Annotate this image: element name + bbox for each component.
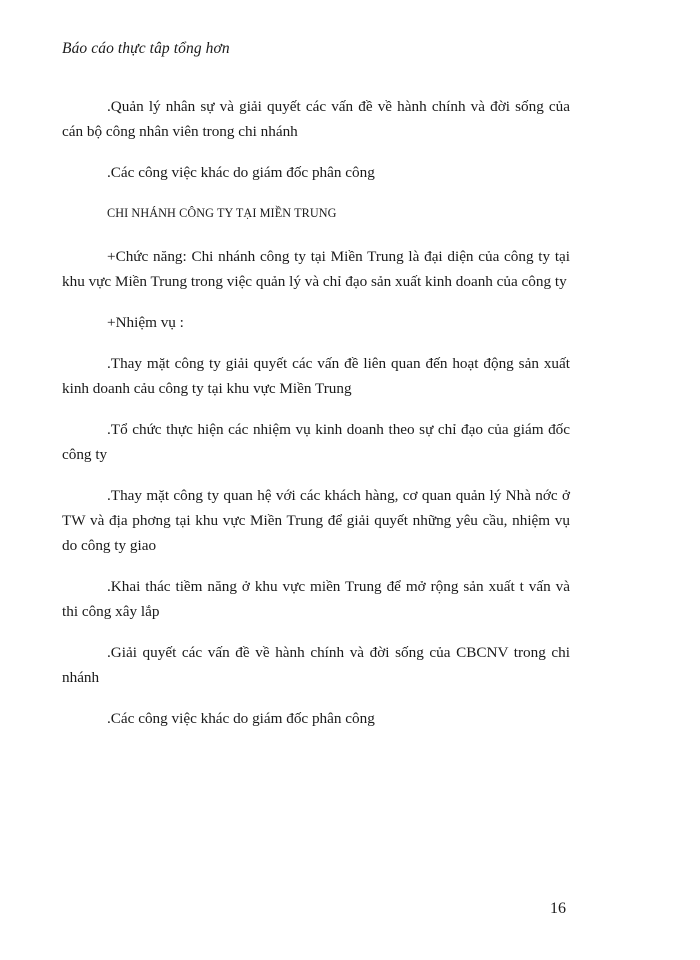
paragraph-function: +Chức năng: Chi nhánh công ty tại Miền Trung là đại diện của công ty tại khu vực Miền Trung trong việc quản lý và chỉ đạo sản xuất kinh doanh của công ty bbox=[62, 248, 570, 290]
paragraph-task-exploit: .Khai thác tiềm năng ở khu vực miền Trung để mở rộng sản xuất t vấn và thi công xây lắp bbox=[62, 578, 570, 620]
paragraph-tasks-label: +Nhiệm vụ : bbox=[107, 314, 184, 331]
paragraph-task-relations: .Thay mặt công ty quan hệ với các khách hàng, cơ quan quản lý Nhà nớc ở TW và địa phơng tại khu vực Miền Trung để giải quyết những yêu cầu, nhiệm vụ do công ty giao bbox=[62, 487, 570, 554]
paragraph-task-other: .Các công việc khác do giám đốc phân công bbox=[107, 710, 375, 727]
paragraph-task-represent: .Thay mặt công ty giải quyết các vấn đề liên quan đến hoạt động sản xuất kinh doanh cảu công ty tại khu vực Miền Trung bbox=[62, 355, 570, 397]
document-body bbox=[62, 94, 570, 747]
section-heading-central-branch: CHI NHÁNH CÔNG TY TẠI MIỀN TRUNG bbox=[107, 206, 337, 220]
page-number: 16 bbox=[550, 900, 566, 917]
running-header: Báo cáo thực tâp tổng hơn bbox=[62, 40, 230, 57]
paragraph-task-admin: .Giải quyết các vấn đề về hành chính và đời sống của CBCNV trong chi nhánh bbox=[62, 644, 570, 686]
paragraph-task-organize: .Tổ chức thực hiện các nhiệm vụ kinh doanh theo sự chỉ đạo của giám đốc công ty bbox=[62, 421, 570, 463]
paragraph-other-duties: .Các công việc khác do giám đốc phân công bbox=[107, 164, 375, 181]
paragraph-hr-admin: .Quản lý nhân sự và giải quyết các vấn đề về hành chính và đời sống của cán bộ công nhân viên trong chi nhánh bbox=[62, 98, 570, 140]
